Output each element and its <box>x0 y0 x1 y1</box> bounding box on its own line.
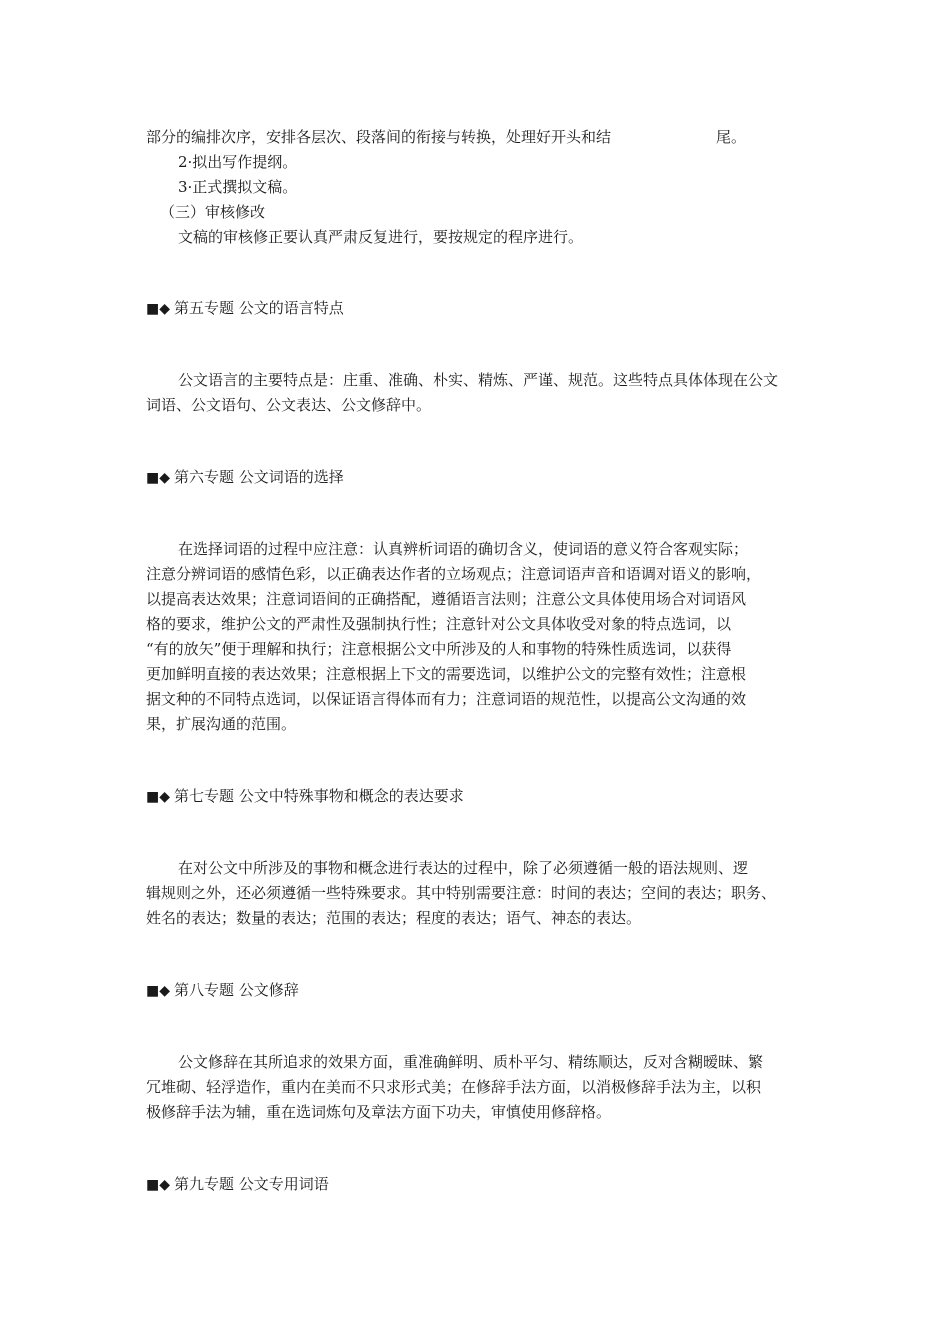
topic-7-line: 姓名的表达；数量的表达；范围的表达；程度的表达；语气、神态的表达。 <box>146 909 642 927</box>
paragraph-line: 部分的编排次序，安排各层次、段落间的衔接与转换，处理好开头和结 <box>146 128 612 146</box>
topic-6-line: 据文种的不同特点选词，以保证语言得体而有力；注意词语的规范性，以提高公文沟通的效 <box>146 690 747 708</box>
topic-6-title: 第六专题 公文词语的选择 <box>174 468 344 486</box>
topic-8-heading <box>146 981 299 1000</box>
topic-6-line: 果，扩展沟通的范围。 <box>146 715 297 733</box>
topic-7-line: 在对公文中所涉及的事物和概念进行表达的过程中，除了必须遵循一般的语法规则、逻 <box>178 859 749 877</box>
topic-5-title: 第五专题 公文的语言特点 <box>174 299 344 317</box>
topic-6-heading <box>146 468 344 487</box>
topic-6-line: “有的放矢”便于理解和执行；注意根据公文中所涉及的人和事物的特殊性质选词，以获得 <box>146 640 732 658</box>
topic-5-line: 词语、公文语句、公文表达、公文修辞中。 <box>146 396 432 414</box>
topic-6-line: 在选择词语的过程中应注意：认真辨析词语的确切含义，使词语的意义符合客观实际； <box>178 540 749 558</box>
topic-5-line: 公文语言的主要特点是：庄重、准确、朴实、精炼、严谨、规范。这些特点具体体现在公文 <box>178 371 779 389</box>
step-3: 3·正式撰拟文稿。 <box>178 178 298 196</box>
heading-bullet-icon: ■◆ <box>146 1177 170 1193</box>
topic-8-line: 极修辞手法为辅，重在选词炼句及章法方面下功夫，审慎使用修辞格。 <box>146 1103 612 1121</box>
topic-8-line: 公文修辞在其所追求的效果方面，重准确鲜明、质朴平匀、精练顺达，反对含糊暧昧、繁 <box>178 1053 764 1071</box>
topic-8-title: 第八专题 公文修辞 <box>174 981 299 999</box>
topic-7-title: 第七专题 公文中特殊事物和概念的表达要求 <box>174 787 464 805</box>
section-3-text: 文稿的审核修正要认真严肃反复进行，要按规定的程序进行。 <box>178 228 584 246</box>
heading-bullet-icon: ■◆ <box>146 789 170 805</box>
topic-6-line: 注意分辨词语的感情色彩，以正确表达作者的立场观点；注意词语声音和语调对语义的影响， <box>146 565 762 583</box>
topic-6-line: 以提高表达效果；注意词语间的正确搭配，遵循语言法则；注意公文具体使用场合对词语风 <box>146 590 747 608</box>
section-3-title: （三）审核修改 <box>160 203 266 221</box>
topic-9-heading <box>146 1175 329 1194</box>
topic-8-line: 冗堆砌、轻浮造作，重内在美而不只求形式美；在修辞手法方面，以消极修辞手法为主，以积 <box>146 1078 762 1096</box>
heading-bullet-icon: ■◆ <box>146 301 170 317</box>
topic-7-line: 辑规则之外，还必须遵循一些特殊要求。其中特别需要注意：时间的表达；空间的表达；职务、 <box>146 884 777 902</box>
heading-bullet-icon: ■◆ <box>146 470 170 486</box>
topic-6-line: 格的要求，维护公文的严肃性及强制执行性；注意针对公文具体收受对象的特点选词，以 <box>146 615 732 633</box>
paragraph-line-tail: 尾。 <box>716 128 747 146</box>
topic-6-line: 更加鲜明直接的表达效果；注意根据上下文的需要选词，以维护公文的完整有效性；注意根 <box>146 665 747 683</box>
step-2: 2·拟出写作提纲。 <box>178 153 298 171</box>
topic-5-heading <box>146 299 344 318</box>
heading-bullet-icon: ■◆ <box>146 983 170 999</box>
topic-9-title: 第九专题 公文专用词语 <box>174 1175 329 1193</box>
topic-7-heading <box>146 787 464 806</box>
